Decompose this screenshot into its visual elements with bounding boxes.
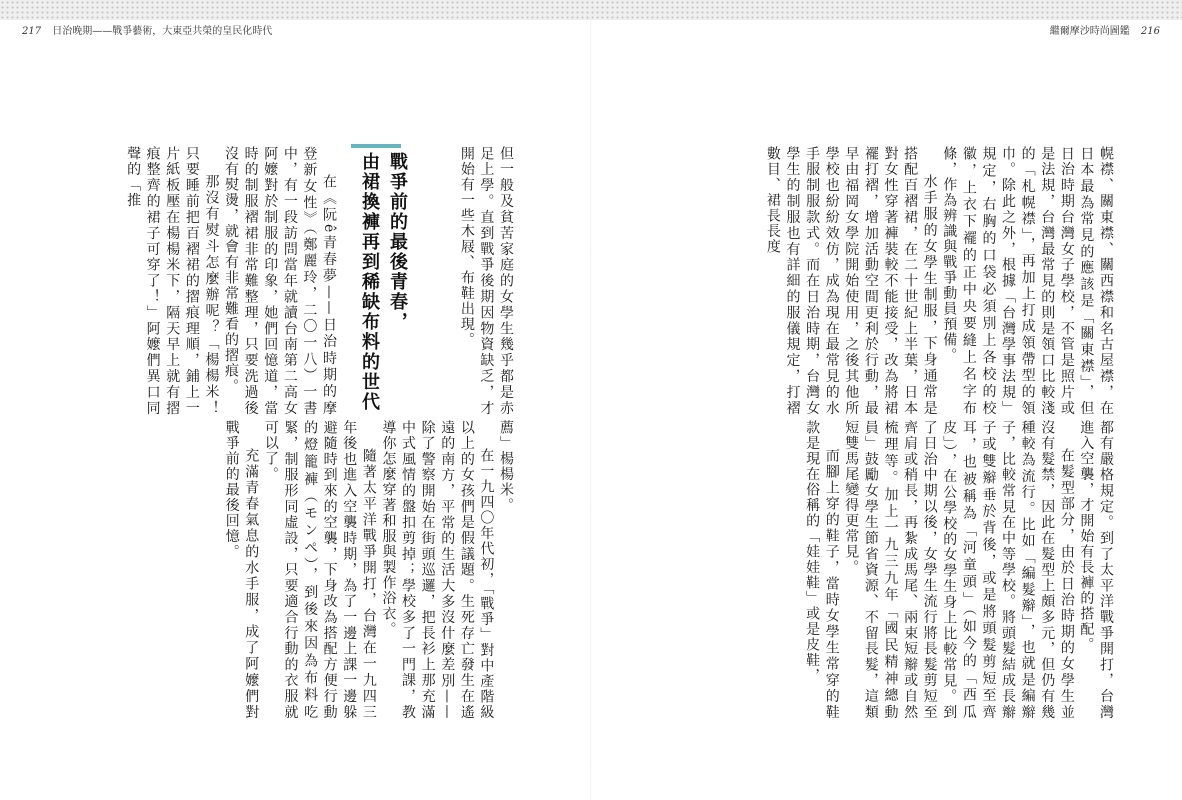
- section-heading: [345, 146, 411, 426]
- page-number-right: 216: [1140, 26, 1160, 37]
- page-gutter: [590, 20, 592, 800]
- right-page-bottom-text: [660, 420, 1115, 720]
- section-heading-line-2: 由裙換褲再到稀缺布料的世代: [359, 152, 380, 412]
- paragraph: 但一般及貧苦家庭的女學生幾乎都是赤足上學。直到戰爭後期因物資缺乏，才開始有一些木屐、布鞋出現。: [458, 146, 514, 416]
- paragraph: 在一九四〇年代初，「戰爭」對中產階級以上的女孩們是假議題。生死存亡發生在遙遠的南方，平常的生活大多沒什麼差別——除了警察開始在街頭巡邏，把長衫上那充滿中式風情的盤扣剪掉；學校多了一門課，教導你怎麼穿著和服與製作浴衣。: [380, 420, 495, 720]
- paragraph: 都有嚴格規定。到了太平洋戰爭開打，台灣進入空襲，才開始有長褲的搭配。: [1078, 420, 1114, 720]
- decorative-top-band: [0, 0, 1182, 20]
- left-page-bottom-text: [100, 420, 515, 720]
- running-head-left: [22, 24, 272, 40]
- paragraph: 在髮型部分，由於日治時期的女學生並沒有髮禁，因此在髮型上頗多元，但仍有幾種較為流行。比如「編髮辮」，也就是編辮子，比較常見在中等學校。將頭髮結成長辮子或雙辮垂於背後，或是將頭髮剪短至齊耳，也被稱為「河童頭」（如今的「西瓜皮」），在公學校的女學生身上比較常見。到了日治中期以後，女學生流行將長髮剪短至齊肩或稍長，再紮成馬尾、兩束短辮或自然梳理等。加上一九三九年「國民精神總動員」鼓勵女學生節省資源、不留長髮，這類短雙馬尾變得更常見。: [843, 420, 1075, 720]
- section-heading-line-1: 戰爭前的最後青春，: [387, 152, 408, 332]
- chapter-title-left: 日治晚期——戰爭藝術，大東亞共榮的皇民化時代: [52, 26, 273, 37]
- book-title-right: 繼爾摩沙時尚圖鑑: [1049, 26, 1130, 37]
- paragraph: 充滿青春氣息的水手服，成了阿嬤們對戰爭前的最後回憶。: [223, 420, 260, 720]
- running-head-right: [1050, 24, 1160, 40]
- page-number-left: 217: [22, 26, 42, 37]
- right-page-top-text: [675, 146, 1115, 416]
- left-page-after-heading-text: [78, 146, 338, 416]
- paragraph: 而腳上穿的鞋子，當時女學生常穿的鞋款是現在俗稱的「娃娃鞋」或是皮鞋，: [804, 420, 840, 720]
- paragraph: 薦」楊楊米。: [498, 420, 514, 513]
- paragraph: 幌襟、關東襟、關西襟和名古屋襟，在日本最為常見的應該是「關東襟」，但日治時期台灣女子學校，不管是照片或是法規，台灣最常見的則是領口比較淺的「札幌襟」，再加上打成領帶型的領巾。除此之外，根據「台灣學事法規」規定，右胸的口袋必須別上各校的校徽，上衣下襬的正中央要縫上名字布條，作為辨識與戰爭動員預備。: [941, 146, 1114, 416]
- paragraph: 那沒有熨斗怎麼辦呢？「楊楊米！只要睡前把百褶裙的摺痕理順，鋪上一片紙板壓在楊楊米下，隔天早上就有摺痕整齊的裙子可穿了！」阿嬤們異口同聲的「推: [125, 146, 220, 416]
- left-page-top-text: [425, 146, 515, 416]
- paragraph: 隨著太平洋戰爭開打，台灣在一九四三年後也進入空襲時期，為了一邊上課一邊躲避隨時到來的空襲，下身改為搭配方便行動的燈籠褲（モンペ），到後來因為布料吃緊，制服形同虛設，只要適合行動的衣服就可以了。: [262, 420, 377, 720]
- paragraph: 水手服的女學生制服，下身通常是搭配百褶裙，在二十世紀上半葉，日本對女性穿著褲裝較不能接受，改為將裙襬打褶，增加活動空間更利於行動，最早由福岡女學院開始使用，之後其他所學校也紛紛效仿，成為現在最常見的水手服制服款式。而在日治時期，台灣女學生的制服也有詳細的服儀規定，打褶數目、裙長長度: [764, 146, 938, 416]
- paragraph: 在《阮ê青春夢——日治時期的摩登新女性》（鄭麗玲，二〇一八）一書中，有一段訪問當年就讀台南第二高女阿嬤對於制服的印象，她們回憶道，當時的制服褶裙非常難整理，只要洗過後沒有熨燙，就會有非常難看的摺痕。: [223, 146, 337, 416]
